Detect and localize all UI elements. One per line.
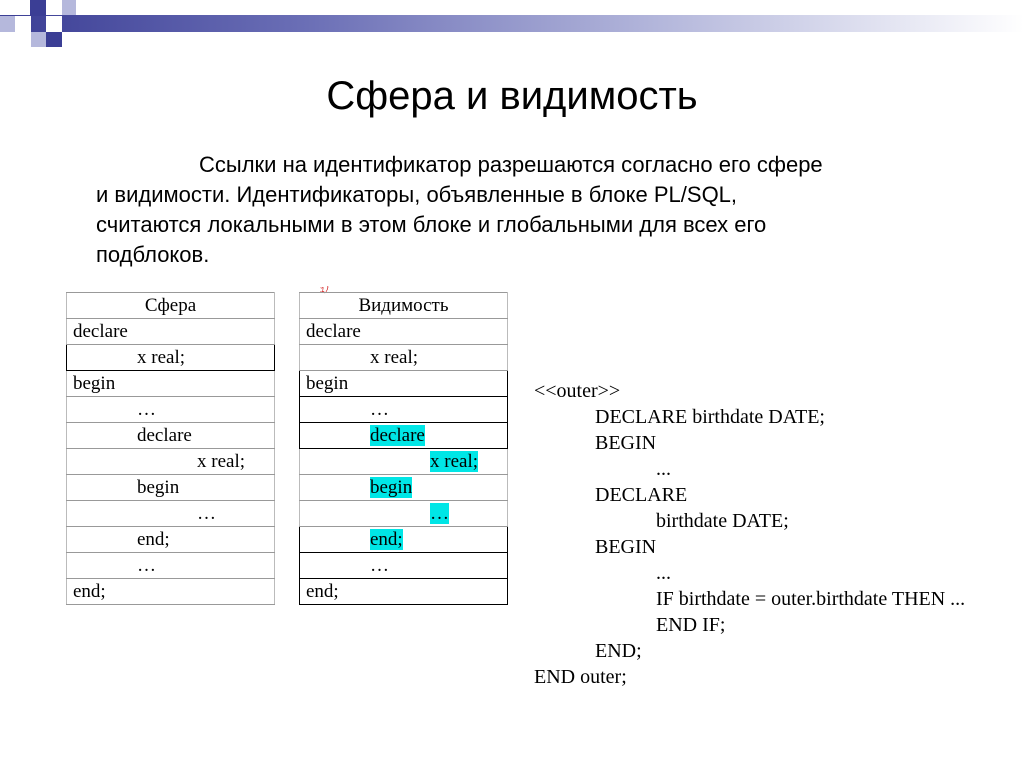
- visibility-row: [300, 449, 508, 475]
- code-line: BEGIN: [595, 536, 657, 558]
- deco-square: [62, 0, 76, 15]
- scope-row: x real;: [67, 345, 275, 371]
- paragraph-line: считаются локальными в этом блоке и глобальными для всех его: [96, 212, 767, 237]
- visibility-row: end;: [300, 579, 508, 605]
- paragraph-line: и видимости. Идентификаторы, объявленные в блоке PL/SQL,: [96, 182, 738, 207]
- annotation-mark: ﾕﾉ: [320, 285, 330, 295]
- intro-paragraph: [96, 150, 936, 270]
- visibility-table: [299, 292, 508, 605]
- slide-title: Сфера и видимость: [326, 74, 698, 118]
- visibility-row: [300, 423, 508, 449]
- code-line: END;: [595, 640, 642, 662]
- paragraph-line: Ссылки на идентификатор разрешаются согласно его сфере: [199, 152, 823, 177]
- code-line: ...: [656, 562, 671, 584]
- code-line: BEGIN: [595, 432, 657, 454]
- visibility-row: [300, 501, 508, 527]
- code-line: END IF;: [656, 614, 726, 636]
- scope-row: …: [67, 501, 275, 527]
- scope-row: end;: [67, 579, 275, 605]
- scope-row: begin: [67, 371, 275, 397]
- visibility-row: declare: [300, 319, 508, 345]
- scope-row: …: [67, 553, 275, 579]
- code-line: END outer;: [534, 666, 627, 688]
- deco-square: [46, 16, 62, 32]
- deco-square: [30, 0, 46, 16]
- highlighted-token: x real;: [430, 450, 479, 472]
- code-line: DECLARE: [595, 484, 688, 506]
- deco-square: [31, 32, 46, 47]
- highlighted-token: declare: [370, 424, 425, 446]
- highlighted-token: begin: [370, 476, 413, 498]
- deco-square: [46, 32, 62, 47]
- visibility-row: [300, 527, 508, 553]
- visibility-row: x real;: [300, 345, 508, 371]
- visibility-row: [300, 475, 508, 501]
- scope-row: end;: [67, 527, 275, 553]
- scope-row: x real;: [67, 449, 275, 475]
- code-line: ...: [656, 458, 671, 480]
- visibility-row: …: [300, 397, 508, 423]
- scope-table-header: Сфера: [67, 293, 275, 319]
- code-example: [534, 378, 965, 690]
- scope-row: …: [67, 397, 275, 423]
- header-gradient-bar: [0, 15, 1024, 32]
- deco-square: [0, 16, 15, 32]
- code-line: DECLARE birthdate DATE;: [595, 406, 825, 428]
- visibility-row: …: [300, 553, 508, 579]
- highlighted-token: …: [430, 502, 449, 524]
- highlighted-token: end;: [370, 528, 403, 550]
- visibility-table-header: Видимость: [300, 293, 508, 319]
- code-line: birthdate DATE;: [656, 510, 789, 532]
- deco-square: [15, 16, 31, 32]
- code-line: <<outer>>: [534, 380, 621, 402]
- visibility-row: begin: [300, 371, 508, 397]
- scope-row: begin: [67, 475, 275, 501]
- scope-row: declare: [67, 319, 275, 345]
- paragraph-line: подблоков.: [96, 242, 210, 267]
- scope-row: declare: [67, 423, 275, 449]
- scope-table: [66, 292, 275, 605]
- code-line: IF birthdate = outer.birthdate THEN ...: [656, 588, 966, 610]
